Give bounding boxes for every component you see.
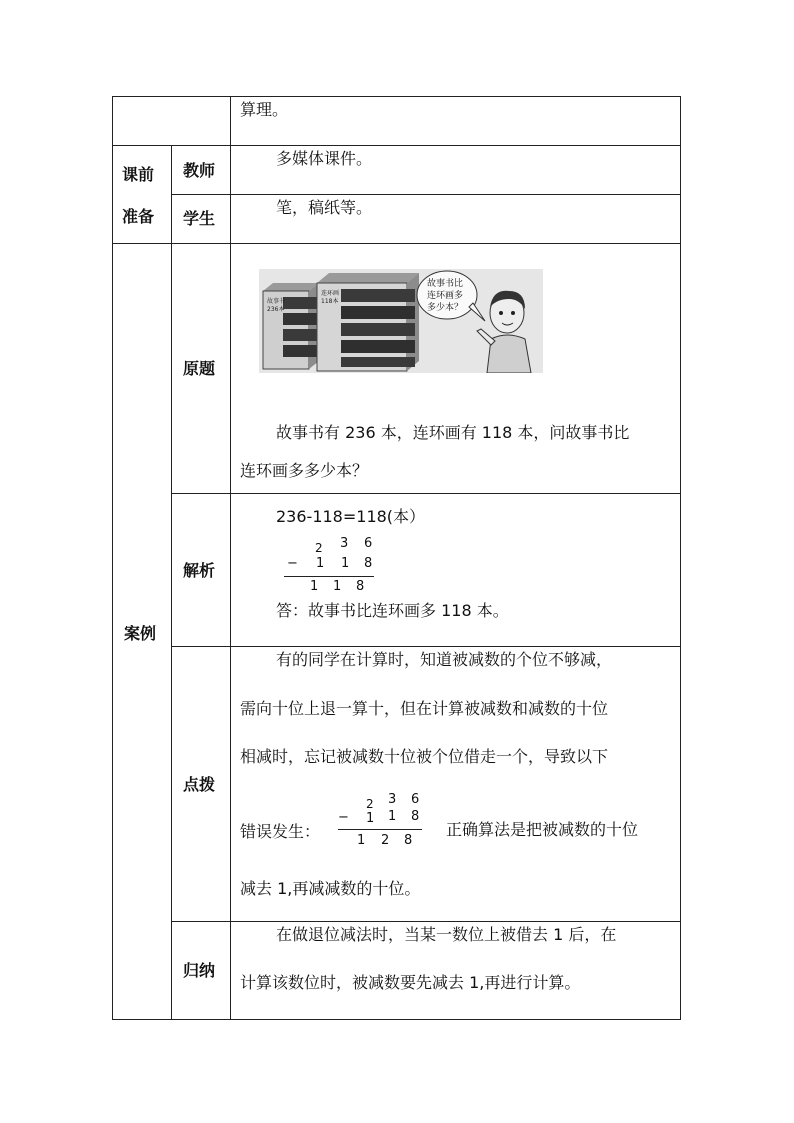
teacher-label: 教师: [183, 161, 216, 180]
hint-line2: 需向十位上退一算十，但在计算被减数和减数的十位: [240, 699, 609, 718]
hint-line3: 相减时，忘记被减数十位被个位借走一个，导致以下: [240, 747, 609, 766]
left-bookshelf: [263, 283, 319, 369]
hint-sub-hundreds: 1: [366, 811, 375, 826]
hint-line5: 减去 1,再减减数的十位。: [240, 879, 421, 898]
hint-top-digit-tens: 3: [388, 792, 397, 807]
bookshelf-illustration: [259, 269, 543, 373]
right-bookshelf: [317, 273, 419, 371]
grid-line-top: [112, 96, 681, 97]
analysis-label: 解析: [183, 561, 216, 580]
analysis-result-ones: 8: [356, 579, 365, 594]
grid-line-row6: [171, 921, 681, 922]
hint-line4-prefix: 错误发生：: [240, 822, 321, 841]
hint-top-digit-ones: 6: [411, 792, 420, 807]
prep-header-line1: 课前: [122, 165, 155, 184]
problem-label: 原题: [183, 359, 216, 378]
hint-sub-tens: 1: [388, 809, 397, 824]
analysis-answer: 答：故事书比连环画多 118 本。: [276, 601, 509, 620]
grid-line-row1: [112, 145, 681, 146]
speech-line1: 故事书比: [427, 279, 464, 289]
hint-result-tens: 2: [381, 833, 390, 848]
analysis-top-digit-tens: 3: [340, 536, 349, 551]
student-label: 学生: [183, 209, 216, 228]
analysis-sub-hundreds: 1: [316, 556, 325, 571]
summary-line2: 计算该数位时，被减数要先减去 1,再进行计算。: [240, 973, 581, 992]
hint-result-hundreds: 1: [357, 833, 366, 848]
left-shelf-label1: 故事书: [267, 298, 286, 305]
top-cell-text: 算理。: [240, 100, 289, 119]
analysis-top-digit-ones: 6: [364, 536, 373, 551]
grid-line-row5: [171, 646, 681, 647]
summary-label: 归纳: [183, 961, 216, 980]
analysis-result-tens: 1: [333, 579, 342, 594]
teacher-text: 多媒体课件。: [276, 149, 373, 168]
hint-borrow-mark: 2: [366, 797, 374, 811]
hint-result-line: [338, 829, 422, 830]
analysis-minus: −: [287, 556, 298, 571]
analysis-borrow-mark: 2: [315, 541, 323, 555]
hint-result-ones: 8: [404, 833, 413, 848]
grid-line-col2: [230, 96, 231, 1020]
problem-text-line2: 连环画多多少本？: [240, 461, 369, 480]
grid-line-row4: [171, 493, 681, 494]
analysis-result-line: [284, 576, 374, 577]
grid-line-row2: [171, 194, 681, 195]
speech-line3: 多少本？: [427, 303, 464, 313]
hint-sub-ones: 8: [411, 809, 420, 824]
grid-line-col1: [171, 145, 172, 1020]
analysis-equation: 236-118=118(本）: [276, 507, 426, 526]
grid-line-row3: [112, 243, 681, 244]
speech-line2: 连环画多: [427, 291, 464, 301]
hint-line1: 有的同学在计算时，知道被减数的个位不够减，: [276, 650, 613, 669]
grid-line-right: [680, 96, 681, 1020]
prep-header-line2: 准备: [122, 207, 155, 226]
summary-line1: 在做退位减法时，当某一数位上被借去 1 后，在: [276, 925, 617, 944]
grid-line-left: [112, 96, 113, 1020]
student-text: 笔，稿纸等。: [276, 198, 373, 217]
hint-label: 点拨: [183, 775, 216, 794]
left-shelf-label2: 236本: [267, 306, 285, 313]
hint-line4-suffix: 正确算法是把被减数的十位: [446, 820, 639, 839]
case-header: 案例: [124, 624, 157, 643]
analysis-sub-ones: 8: [364, 556, 373, 571]
right-shelf-label1: 连环画: [321, 290, 340, 297]
analysis-sub-tens: 1: [341, 556, 350, 571]
grid-line-bottom: [112, 1019, 681, 1020]
right-shelf-label2: 118本: [321, 298, 339, 305]
problem-text-line1: 故事书有 236 本，连环画有 118 本，问故事书比: [276, 423, 630, 442]
analysis-result-hundreds: 1: [310, 579, 319, 594]
hint-minus: −: [338, 810, 349, 825]
